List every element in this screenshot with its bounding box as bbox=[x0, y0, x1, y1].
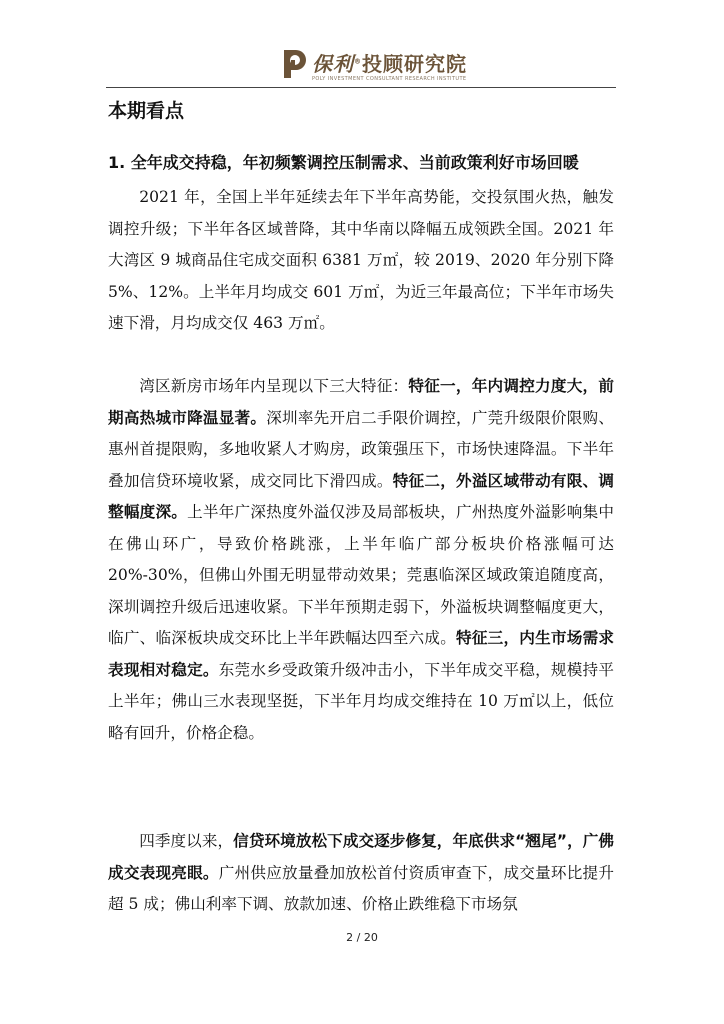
p2-text-4: 东莞水乡受政策升级冲击小，下半年成交平稳，规模持平上半年；佛山三水表现坚挺，下半年月均成交维持在 10 万㎡以上，低位略有回升，价格企稳。 bbox=[108, 660, 614, 742]
p3-text-2: 广州供应放量叠加放松首付资质审查下，成交量环比提升超 5 成；佛山利率下调、放款加速、价格止跌维稳下市场氛 bbox=[108, 863, 614, 913]
logo-cn: 保利 bbox=[312, 52, 354, 76]
p3-bold-1: 信贷环境放松下成交逐步修复，年底供求“翘尾”，广佛成交表现亮眼。 bbox=[108, 832, 614, 882]
page-number: 2 / 20 bbox=[346, 931, 378, 944]
subheading: 1. 全年成交持稳，年初频繁调控压制需求、当前政策利好市场回暖 bbox=[108, 153, 579, 172]
logo-cn-institute: 投顾研究院 bbox=[362, 52, 467, 76]
p1-text: 2021 年，全国上半年延续去年下半年高势能，交投氛围火热，触发调控升级；下半年各区域普降，其中华南以降幅五成领跌全国。2021 年大湾区 9 城商品住宅成交面积 6381 万㎡，较 2019、2020 年分别下降 5%、12%。上半年月均成交 601 万㎡，为近三年最高位；下半年市场失速下滑，月均成交仅 463 万㎡。 bbox=[108, 188, 614, 332]
page-header bbox=[0, 36, 724, 88]
p2-text-2: 深圳率先开启二手限价调控，广莞升级限价限购、惠州首提限购，多地收紧人才购房，政策强压下，市场快速降温。下半年叠加信贷环境收紧，成交同比下滑四成。 bbox=[108, 408, 614, 490]
p2-feature-3: 特征三，内生市场需求表现相对稳定。 bbox=[108, 629, 614, 679]
paragraph-3 bbox=[108, 826, 614, 921]
paragraph-1 bbox=[108, 182, 614, 340]
p2-feature-2: 特征二，外溢区域带动有限、调整幅度深。 bbox=[108, 471, 614, 521]
p2-text-3: 上半年广深热度外溢仅涉及局部板块，广州热度外溢影响集中在佛山环广，导致价格跳涨，上半年临广部分板块价格涨幅可达 20%-30%，但佛山外围无明显带动效果；莞惠临深区域政策追随度高，深圳调控升级后迅速收紧。下半年预期走弱下，外溢板块调整幅度更大，临广、临深板块成交环比上半年跌幅达四至六成。 bbox=[108, 503, 614, 647]
header-divider bbox=[106, 87, 616, 88]
paragraph-2 bbox=[108, 371, 614, 749]
p2-text-1: 湾区新房市场年内呈现以下三大特征： bbox=[139, 377, 409, 395]
section-heading: 本期看点 bbox=[108, 100, 185, 122]
logo-subtitle: POLY INVESTMENT CONSULTANT RESEARCH INSTITUTE bbox=[312, 76, 467, 82]
logo-text: 保利®投顾研究院 bbox=[312, 52, 467, 76]
poly-logo-icon bbox=[281, 48, 307, 80]
p2-feature-1: 特征一，年内调控力度大，前期高热城市降温显著。 bbox=[108, 377, 614, 427]
p3-text-1: 四季度以来， bbox=[139, 832, 234, 850]
